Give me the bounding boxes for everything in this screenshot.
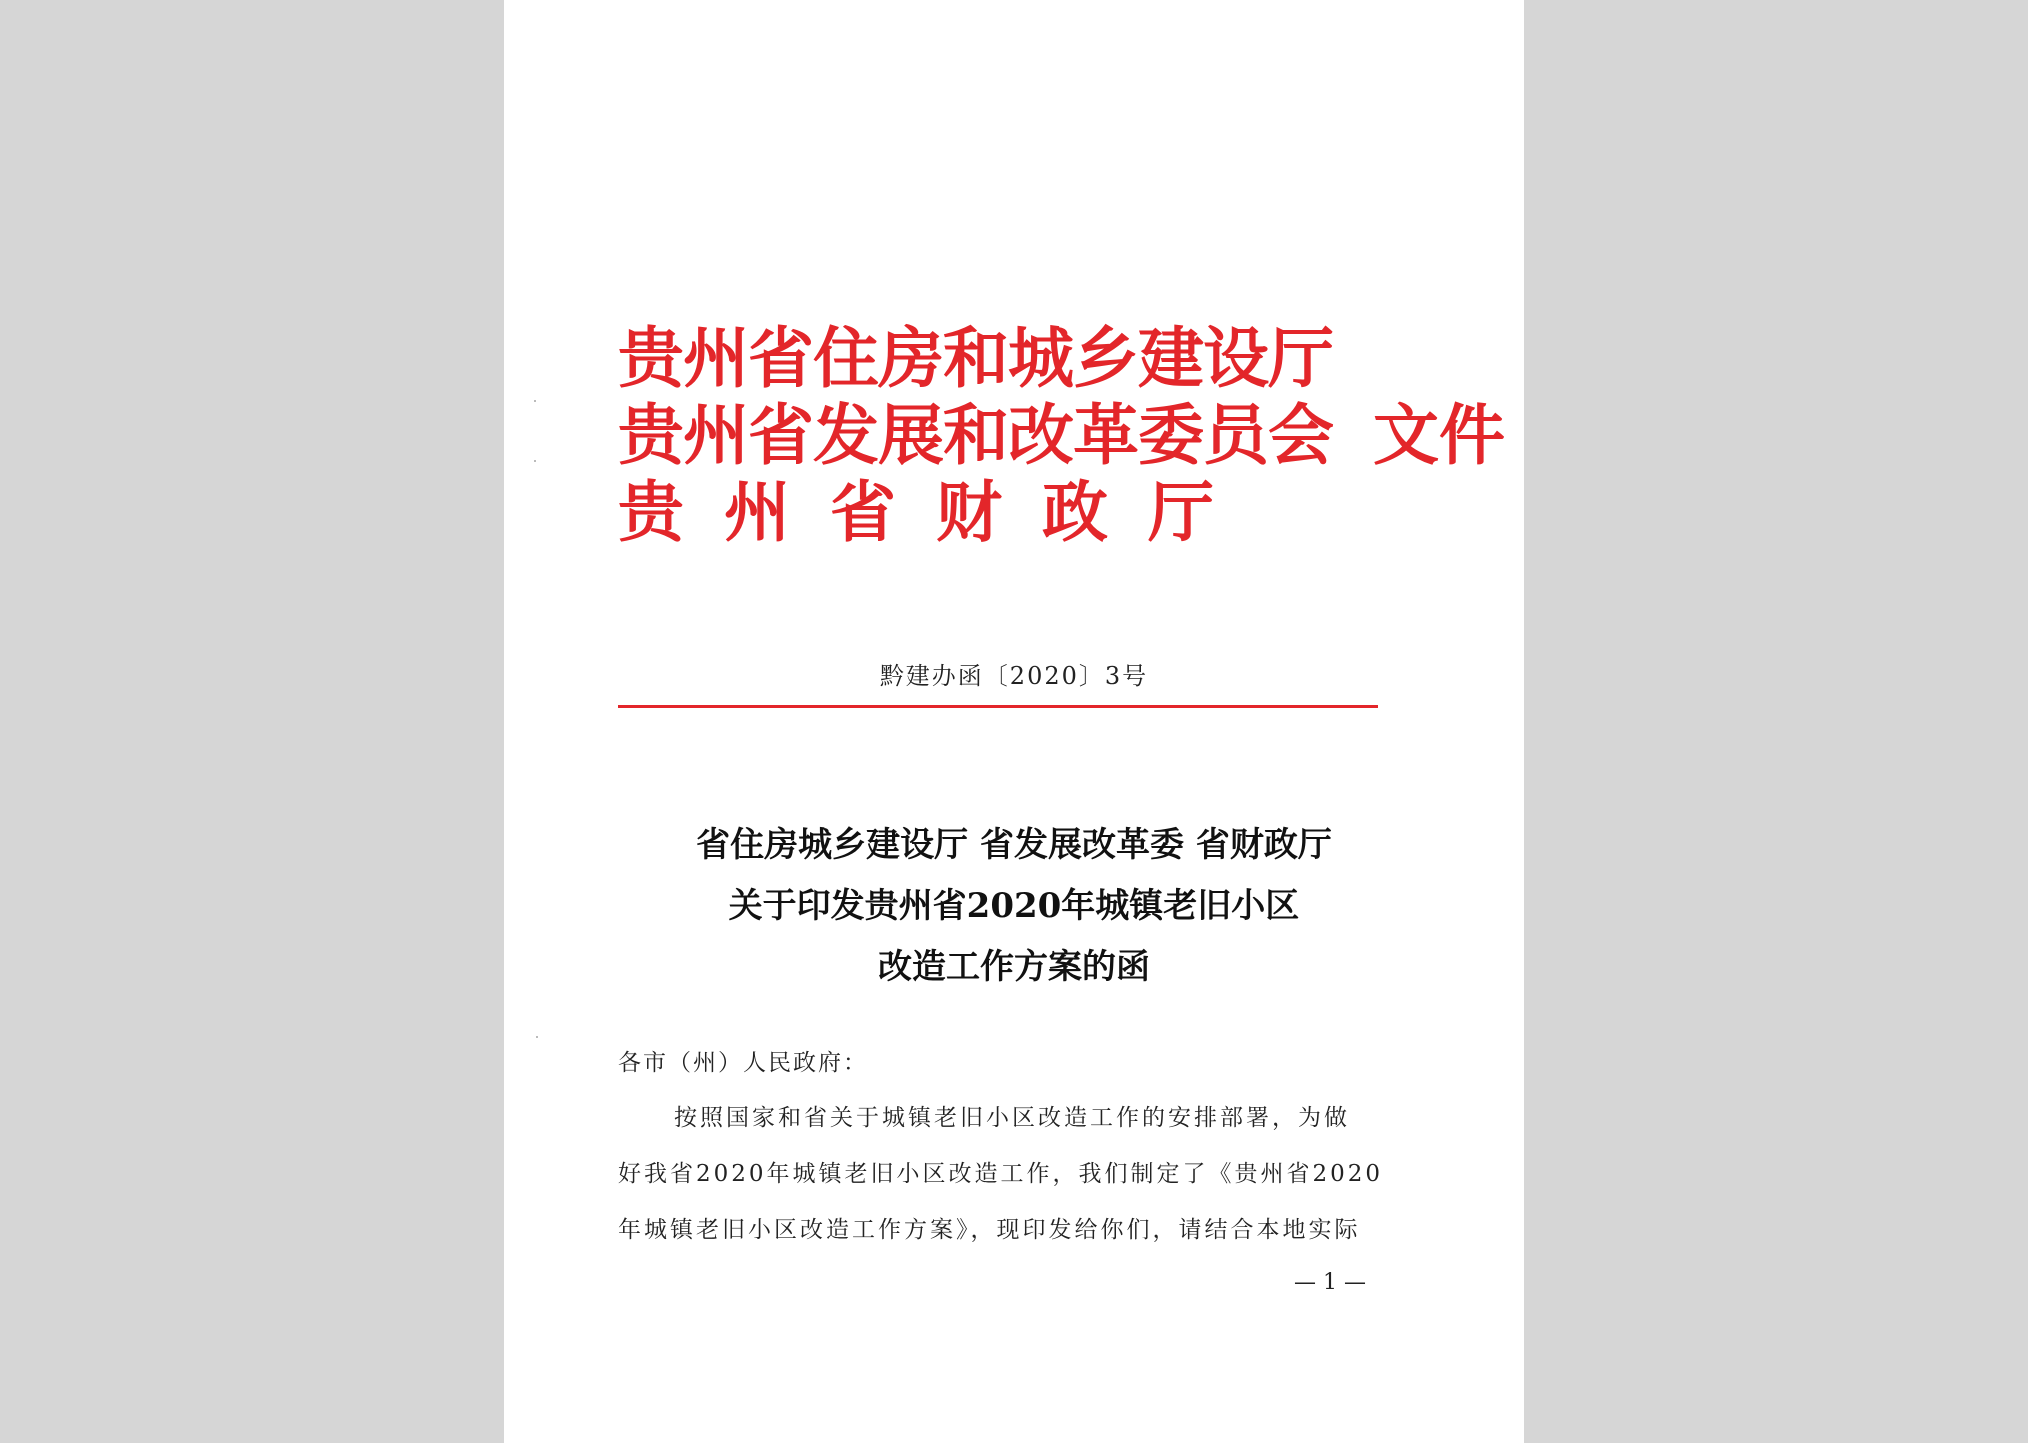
org-line-housing-department: 贵州省住房和城乡建设厅 (618, 319, 1333, 397)
org-line-development-commission: 贵州省发展和改革委员会 (618, 396, 1333, 474)
document-title-line-1: 省住房城乡建设厅 省发展改革委 省财政厅 (696, 825, 1332, 865)
document-label: 文件 (1373, 396, 1505, 474)
scan-speck (534, 460, 536, 462)
body-text-line: 年城镇老旧小区改造工作方案》，现印发给你们，请结合本地实际 (618, 1217, 1361, 1243)
document-title-line-2: 关于印发贵州省2020年城镇老旧小区 (728, 886, 1300, 926)
salutation: 各市（州）人民政府： (618, 1050, 868, 1076)
red-divider-line (618, 705, 1378, 708)
org-line-finance-department: 贵州省财政厅 (618, 473, 1254, 551)
issuing-organizations-header (618, 319, 1505, 552)
body-text-line: 好我省2020年城镇老旧小区改造工作，我们制定了《贵州省2020 (618, 1161, 1384, 1187)
page-number: — 1 — (1294, 1270, 1366, 1295)
body-text-line: 按照国家和省关于城镇老旧小区改造工作的安排部署，为做 (674, 1105, 1350, 1131)
document-number: 黔建办函〔2020〕3号 (879, 662, 1149, 690)
document-title-line-3: 改造工作方案的函 (878, 947, 1150, 987)
scan-speck (536, 1036, 538, 1038)
document-page (504, 0, 1524, 1443)
scan-speck (534, 400, 536, 402)
